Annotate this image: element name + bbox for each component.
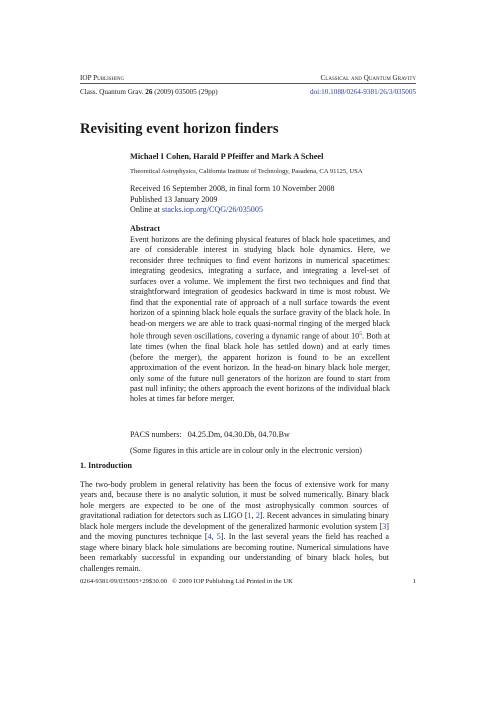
journal-name: Classical and Quantum Gravity: [320, 74, 416, 82]
article-title: Revisiting event horizon finders: [80, 121, 279, 137]
abstract-part-1: Event horizons are the defining physical features of black hole spacetimes, and are of considerable interest in studying black hole dynamics. Here, we reconsider three techniques to find event horizons in numerical spacetimes: integrating geodesics, integrating a surface, and integrating a level-set of surfaces over a volume. We implement the first two techniques and find that straightforward integration of geodesics backward in time is most robust. We find that the exponential rate of approach of a null surface towards the event horizon of a spinning black hole equals the surface gravity of the black hole. In head-on mergers we are able to track quasi-normal ringing of the merged black hole through seven oscillations, covering a dynamic range of about 10: [130, 235, 390, 341]
colour-note: (Some figures in this article are in colour only in the electronic version): [130, 446, 362, 455]
online-link[interactable]: stacks.iop.org/CQG/26/035005: [161, 205, 263, 214]
intro-text-5: ,: [211, 532, 217, 542]
published-date: Published 13 January 2009: [130, 194, 218, 204]
section-heading-introduction: 1. Introduction: [80, 461, 133, 470]
copyright-notice: © 2009 IOP Publishing Ltd Printed in the UK: [172, 578, 293, 585]
pacs-line: [130, 430, 290, 439]
reference-link-1[interactable]: 1: [247, 511, 252, 521]
abstract-text: [130, 235, 390, 405]
citation-line: [80, 88, 416, 96]
pacs-label: PACS numbers:: [130, 430, 182, 439]
reference-link-2[interactable]: 2: [255, 511, 260, 521]
page-footer: [80, 578, 416, 585]
introduction-text: [80, 480, 389, 574]
publisher-name: IOP Publishing: [80, 74, 125, 82]
intro-text-6: ]. In the last several years the field has reached a stage where binary black hole simulations are becoming routine. Numerical simulations have been remarkably successful in expanding our understanding of binary black holes, but challenges remain.: [80, 532, 390, 573]
reference-link-3[interactable]: 3: [382, 521, 387, 531]
citation-journal: Class. Quantum Grav.: [80, 88, 146, 96]
reference-link-4[interactable]: 4: [207, 532, 212, 542]
online-label: Online at: [130, 205, 162, 214]
abstract-exponent: 5: [359, 331, 362, 338]
abstract-heading: Abstract: [130, 224, 161, 233]
abstract-part-3: of the future null generators of the horizon are found to start from past null infinity; the others approach the event horizons of the individual black holes at times far before merger.: [130, 373, 390, 404]
citation-pages: (2009) 035005 (29pp): [152, 88, 218, 96]
issn-code: 0264-9381/09/035005+29$30.00: [80, 578, 168, 585]
pacs-values: 04.25.Dm, 04.30.Db, 04.70.Bw: [187, 430, 290, 439]
received-date: Received 16 September 2008, in final form 10 November 2008: [130, 184, 335, 193]
intro-text-1: The two-body problem in general relativity has been the focus of extensive work for many years and, because there is no analytic solution, it must be solved numerically. Binary black hole mergers are expected to be one of the most astrophysically common sources of gravitational radiation for detectors such as LIGO [: [80, 480, 389, 521]
intro-text-4: ] and the moving punctures technique [: [80, 521, 389, 542]
intro-text-3: ]. Recent advances in simulating binary black hole mergers include the development of the generalized harmonic evolution system [: [80, 511, 389, 531]
reference-link-5[interactable]: 5: [216, 532, 221, 542]
doi-link[interactable]: doi:10.1088/0264-9381/26/3/035005: [309, 88, 416, 96]
publication-dates: [130, 184, 335, 216]
author-list: Michael I Cohen, Harald P Pfeiffer and Mark A Scheel: [130, 152, 324, 161]
abstract-emphasis: some: [147, 373, 164, 383]
online-line: [130, 205, 335, 216]
running-header: [80, 74, 416, 82]
abstract-part-2: . Both at late times (when the final black hole has settled down) and at early times (before the merger), the apparent horizon is found to be an excellent approximation of the event horizon. In the head-on binary black hole merger, only: [130, 331, 390, 383]
affiliation: Theoretical Astrophysics, California Institute of Technology, Pasadena, CA 91125, USA: [130, 168, 363, 175]
citation-volume: 26: [145, 88, 153, 96]
page-number: 1: [412, 578, 416, 585]
header-rule: [80, 83, 416, 84]
intro-text-2: ,: [251, 511, 256, 521]
footer-left: [80, 578, 293, 585]
citation: [80, 88, 218, 96]
